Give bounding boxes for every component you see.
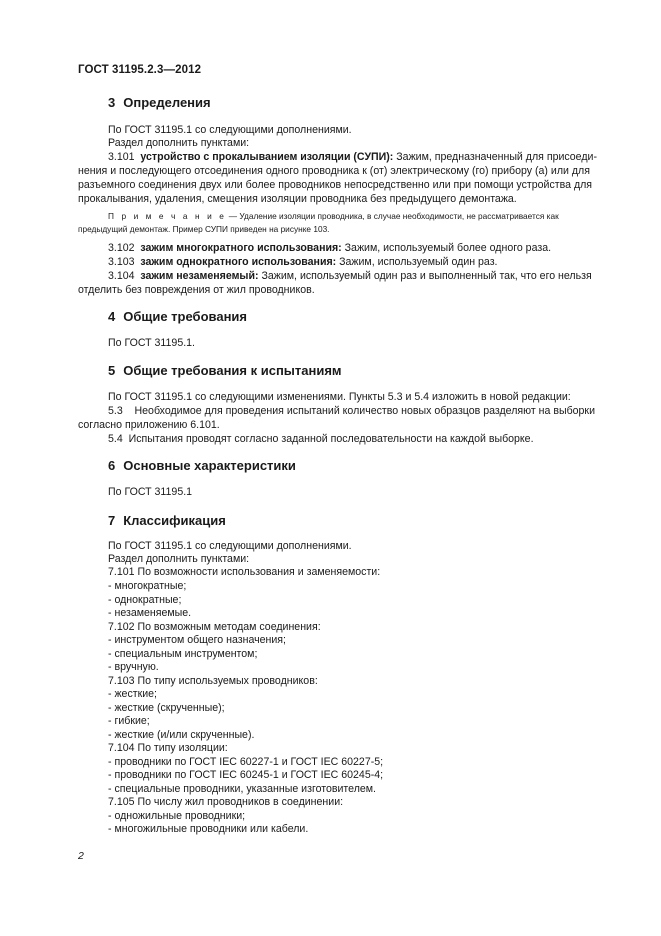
line-14: - проводники по ГОСТ IEC 60227-1 и ГОСТ IEC 60227-5;	[108, 756, 384, 768]
line-6: - специальным инструментом;	[108, 648, 258, 660]
paragraph-line: прокалывания, удаления, смещения изоляции проводника без предыдущего демонтажа.	[78, 193, 517, 205]
section-number: 6	[108, 458, 116, 473]
paragraph: По ГОСТ 31195.1 со следующими дополнениями.	[108, 540, 352, 552]
section-title: Общие требования	[123, 309, 247, 324]
definition-term: зажим многократного использования:	[140, 242, 342, 254]
line-13: 7.104 По типу изоляции:	[108, 742, 228, 754]
line-7: - вручную.	[108, 661, 159, 673]
section-6-heading	[108, 458, 296, 473]
section-3-heading	[108, 95, 211, 110]
paragraph: По ГОСТ 31195.1.	[108, 337, 195, 349]
definition-term: зажим однократного использования:	[140, 256, 337, 268]
definition-text: Зажим, используемый один раз.	[339, 256, 498, 268]
section-number: 5	[108, 363, 116, 378]
page-number: 2	[78, 850, 84, 862]
line-2: - однократные;	[108, 594, 182, 606]
section-number: 7	[108, 513, 116, 528]
line-18: - одножильные проводники;	[108, 810, 246, 822]
clause-5-3	[108, 405, 595, 419]
line-10: - жесткие (скрученные);	[108, 702, 225, 714]
line-19: - многожильные проводники или кабели.	[108, 823, 309, 835]
note	[108, 210, 559, 223]
line-5: - инструментом общего назначения;	[108, 634, 286, 646]
definition-text: Зажим, используемый более одного раза.	[344, 242, 552, 254]
clause-number: 5.4	[108, 433, 123, 445]
section-title: Основные характеристики	[123, 458, 296, 473]
section-title: Определения	[123, 95, 211, 110]
section-5-heading	[108, 363, 342, 378]
section-title: Общие требования к испытаниям	[123, 363, 342, 378]
clause-number: 3.104	[108, 270, 135, 282]
note-label: П р и м е ч а н и е	[108, 211, 227, 221]
clause-number: 3.102	[108, 242, 135, 254]
definition-text: Зажим, предназначенный для присоеди-	[396, 151, 597, 163]
paragraph: Раздел дополнить пунктами:	[108, 137, 250, 149]
section-number: 3	[108, 95, 116, 110]
line-12: - жесткие (и/или скрученные).	[108, 729, 255, 741]
clause-number: 3.103	[108, 256, 135, 268]
line-17: 7.105 По числу жил проводников в соединении:	[108, 796, 344, 808]
clause-5-4	[108, 433, 534, 447]
definition-term: устройство с прокалыванием изоляции (СУПИ):	[140, 151, 394, 163]
definition-term: зажим незаменяемый:	[140, 270, 259, 282]
paragraph-line: отделить без повреждения от жил проводников.	[78, 284, 315, 296]
clause-text: Необходимое для проведения испытаний количество новых образцов разделяют на выборки	[134, 405, 595, 417]
definition-3-102	[108, 242, 551, 256]
document-header: ГОСТ 31195.2.3—2012	[78, 64, 202, 76]
definition-text: Зажим, используемый один раз и выполненный так, что его нельзя	[261, 270, 592, 282]
clause-number: 3.101	[108, 151, 135, 163]
paragraph: По ГОСТ 31195.1 со следующими изменениями. Пункты 5.3 и 5.4 изложить в новой редакции:	[108, 391, 571, 403]
line-11: - гибкие;	[108, 715, 150, 727]
definition-3-103	[108, 256, 498, 270]
line-15: - проводники по ГОСТ IEC 60245-1 и ГОСТ IEC 60245-4;	[108, 769, 384, 781]
line-0: 7.101 По возможности использования и заменяемости:	[108, 566, 381, 578]
paragraph: По ГОСТ 31195.1 со следующими дополнениями.	[108, 124, 352, 136]
note-text: — Удаление изоляции проводника, в случае необходимости, не рассматривается как	[228, 211, 559, 221]
paragraph-line: нения и последующего отсоединения одного проводника к (от) электрическому (го) прибору (а) или для	[78, 165, 590, 177]
line-3: - незаменяемые.	[108, 607, 192, 619]
clause-text: Испытания проводят согласно заданной последовательности на каждой выборке.	[128, 433, 534, 445]
section-number: 4	[108, 309, 116, 324]
section-4-heading	[108, 309, 247, 324]
section-7-heading	[108, 513, 226, 528]
line-1: - многократные;	[108, 580, 187, 592]
paragraph: По ГОСТ 31195.1	[108, 486, 193, 498]
note-line: предыдущий демонтаж. Пример СУПИ приведен на рисунке 103.	[78, 224, 330, 234]
paragraph-line: согласно приложению 6.101.	[78, 419, 220, 431]
line-16: - специальные проводники, указанные изготовителем.	[108, 783, 376, 795]
paragraph: Раздел дополнить пунктами:	[108, 553, 250, 565]
clause-number: 5.3	[108, 405, 123, 417]
section-title: Классификация	[123, 513, 226, 528]
definition-3-104	[108, 270, 592, 284]
definition-3-101	[108, 151, 615, 165]
line-4: 7.102 По возможным методам соединения:	[108, 621, 321, 633]
line-9: - жесткие;	[108, 688, 157, 700]
line-8: 7.103 По типу используемых проводников:	[108, 675, 318, 687]
paragraph-line: разъемного соединения двух или более проводников непосредственно или при помощи устройства для	[78, 179, 593, 191]
